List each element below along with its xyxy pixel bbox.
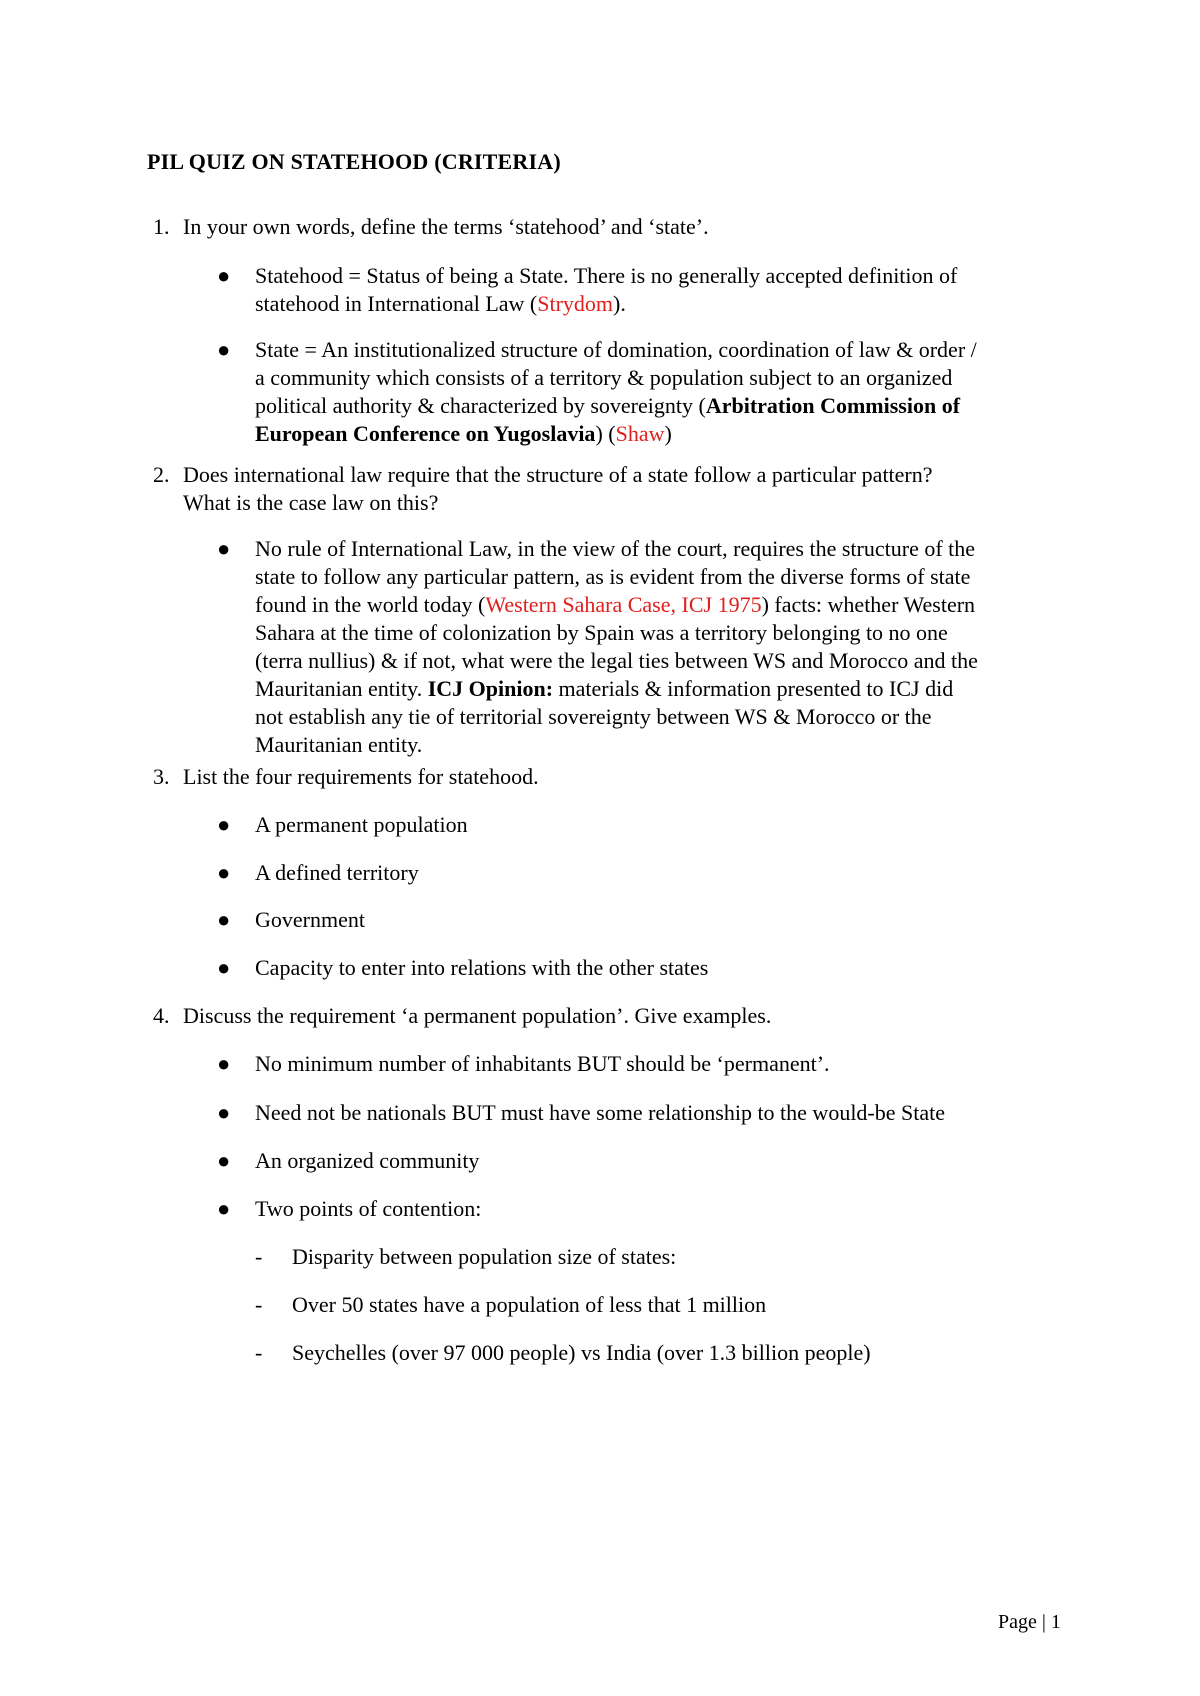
- list-item: ● An organized community: [217, 1148, 480, 1173]
- list-item: ● Government: [217, 907, 365, 932]
- list-item: ● Need not be nationals BUT must have some relationship to the would-be State: [217, 1100, 946, 1125]
- list-item: ● No rule of International Law, in the view of the court, requires the structure of the state to follow any particular pattern, as is evident from the diverse forms of state found in the world today (Western Sahara Case, ICJ 1975) facts: whether Western Sahara at the time of colonization by Spain was a territory belonging to no one (terra nullius) & if not, what were the legal ties between WS and Morocco and the Mauritanian entity. ICJ Opinion: materials & information presented to ICJ did not establish any tie of territorial sovereignty between WS & Morocco or the Mauritanian entity.: [217, 536, 978, 757]
- bullet-icon: ●: [217, 907, 231, 932]
- question-3: [153, 763, 1083, 791]
- sub-list-item: - Disparity between population size of states:: [255, 1244, 677, 1269]
- sub-list-item: - Seychelles (over 97 000 people) vs India (over 1.3 billion people): [255, 1340, 871, 1365]
- dash-marker: -: [255, 1292, 263, 1317]
- sub-list-item: - Over 50 states have a population of less that 1 million: [255, 1292, 767, 1317]
- bullet-icon: ●: [217, 536, 231, 561]
- page-number: Page | 1: [998, 1611, 1061, 1633]
- citation-western-sahara: Western Sahara Case, ICJ 1975: [485, 592, 762, 617]
- bullet-icon: ●: [217, 812, 231, 837]
- dash-marker: -: [255, 1340, 263, 1365]
- question-2: 2. Does international law require that the structure of a state follow a particular pattern? What is the case law on this?: [153, 462, 933, 515]
- citation-strydom: Strydom: [537, 291, 614, 316]
- question-number: 3.: [153, 764, 170, 789]
- bullet-icon: ●: [217, 1051, 231, 1076]
- bullet-icon: ●: [217, 1196, 231, 1221]
- bullet-icon: ●: [217, 1148, 231, 1173]
- citation-shaw: Shaw: [615, 421, 665, 446]
- question-4: [153, 1002, 1083, 1030]
- bullet-icon: ●: [217, 955, 231, 980]
- question-number: 1.: [153, 214, 170, 239]
- question-text: List the four requirements for statehood.: [183, 764, 539, 789]
- question-1: [153, 213, 1083, 241]
- list-item: ● Capacity to enter into relations with the other states: [217, 955, 709, 980]
- question-number: 4.: [153, 1003, 170, 1028]
- list-item: ● A permanent population: [217, 812, 468, 837]
- bullet-icon: ●: [217, 860, 231, 885]
- question-number: 2.: [153, 462, 170, 487]
- page-title: PIL QUIZ ON STATEHOOD (CRITERIA): [147, 149, 561, 174]
- list-item: ● No minimum number of inhabitants BUT should be ‘permanent’.: [217, 1051, 830, 1076]
- bullet-icon: ●: [217, 337, 231, 362]
- bullet-icon: ●: [217, 263, 231, 288]
- list-item: ● A defined territory: [217, 860, 419, 885]
- list-item: ● State = An institutionalized structure of domination, coordination of law & order / a community which consists of a territory & population subject to an organized political authority & characterized by sovereignty (Arbitration Commission of European Conference on Yugoslavia) (Shaw): [217, 337, 977, 446]
- question-text: In your own words, define the terms ‘statehood’ and ‘state’.: [183, 214, 709, 239]
- question-text: Discuss the requirement ‘a permanent population’. Give examples.: [183, 1003, 772, 1028]
- dash-marker: -: [255, 1244, 263, 1269]
- list-item: ● Statehood = Status of being a State. There is no generally accepted definition of statehood in International Law (Strydom).: [217, 263, 958, 316]
- list-item: ● Two points of contention:: [217, 1196, 482, 1221]
- bullet-icon: ●: [217, 1100, 231, 1125]
